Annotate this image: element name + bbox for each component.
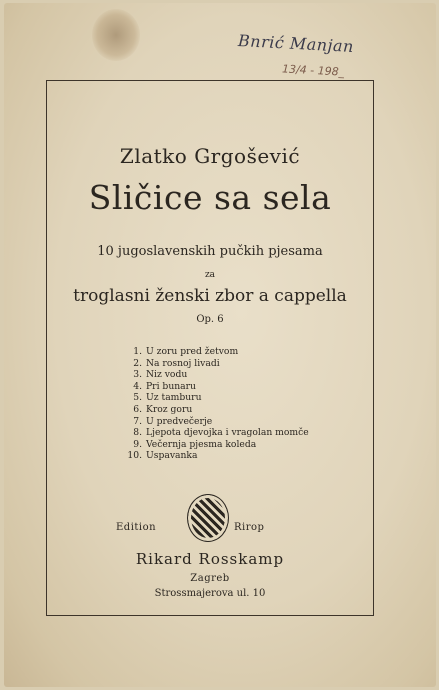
za-text: za bbox=[204, 270, 216, 280]
song-title: Niz vodu bbox=[146, 369, 188, 381]
edition-mark bbox=[110, 494, 310, 540]
song-number: 10. bbox=[127, 450, 142, 462]
list-item bbox=[121, 346, 351, 358]
handwritten-signature: Bnrić Manjan bbox=[237, 30, 355, 57]
handwritten-date: 13/4 - 198_ bbox=[281, 62, 345, 79]
song-number: 1. bbox=[133, 346, 142, 357]
list-item bbox=[121, 392, 351, 404]
song-list bbox=[121, 346, 351, 462]
song-title: Pri bunaru bbox=[146, 380, 196, 392]
list-item bbox=[121, 404, 351, 416]
list-item bbox=[121, 369, 351, 381]
song-title: Uz tamburu bbox=[146, 392, 202, 404]
song-number: 9. bbox=[133, 438, 142, 450]
list-item bbox=[121, 450, 351, 462]
song-title: Uspavanka bbox=[146, 450, 198, 462]
song-title: Ljepota djevojka i vragolan momče bbox=[146, 427, 309, 439]
song-number: 7. bbox=[133, 415, 142, 427]
song-number: 6. bbox=[133, 403, 142, 415]
publisher-name: Rikard Rosskamp bbox=[135, 550, 285, 568]
list-item bbox=[121, 358, 351, 370]
song-title: U predvečerje bbox=[146, 415, 213, 427]
song-title: Kroz goru bbox=[146, 403, 193, 415]
song-number: 8. bbox=[133, 427, 142, 439]
song-title: Večernja pjesma koleda bbox=[146, 438, 257, 450]
opus-number: Op. 6 bbox=[196, 314, 224, 325]
song-number: 2. bbox=[133, 357, 142, 369]
song-number: 4. bbox=[133, 380, 142, 392]
publisher-city: Zagreb bbox=[190, 573, 230, 584]
list-item bbox=[121, 381, 351, 393]
water-stain bbox=[92, 9, 140, 61]
song-number: 3. bbox=[133, 369, 142, 381]
edition-label-left: Edition bbox=[116, 522, 157, 533]
list-item bbox=[121, 439, 351, 451]
edition-label-right: Rirop bbox=[234, 522, 265, 533]
song-title: Na rosnoj livadi bbox=[146, 357, 220, 369]
song-number: 5. bbox=[133, 392, 142, 404]
work-title: Sličice sa sela bbox=[88, 178, 332, 217]
composer-name: Zlatko Grgošević bbox=[119, 144, 301, 168]
work-subtitle: 10 jugoslavenskih pučkih pjesama bbox=[97, 244, 323, 259]
list-item bbox=[121, 416, 351, 428]
list-item bbox=[121, 427, 351, 439]
song-title: U zoru pred žetvom bbox=[146, 346, 239, 357]
publisher-logo-icon bbox=[187, 494, 229, 542]
publisher-address: Strossmajerova ul. 10 bbox=[154, 588, 266, 599]
voices-text: troglasni ženski zbor a cappella bbox=[73, 286, 347, 306]
